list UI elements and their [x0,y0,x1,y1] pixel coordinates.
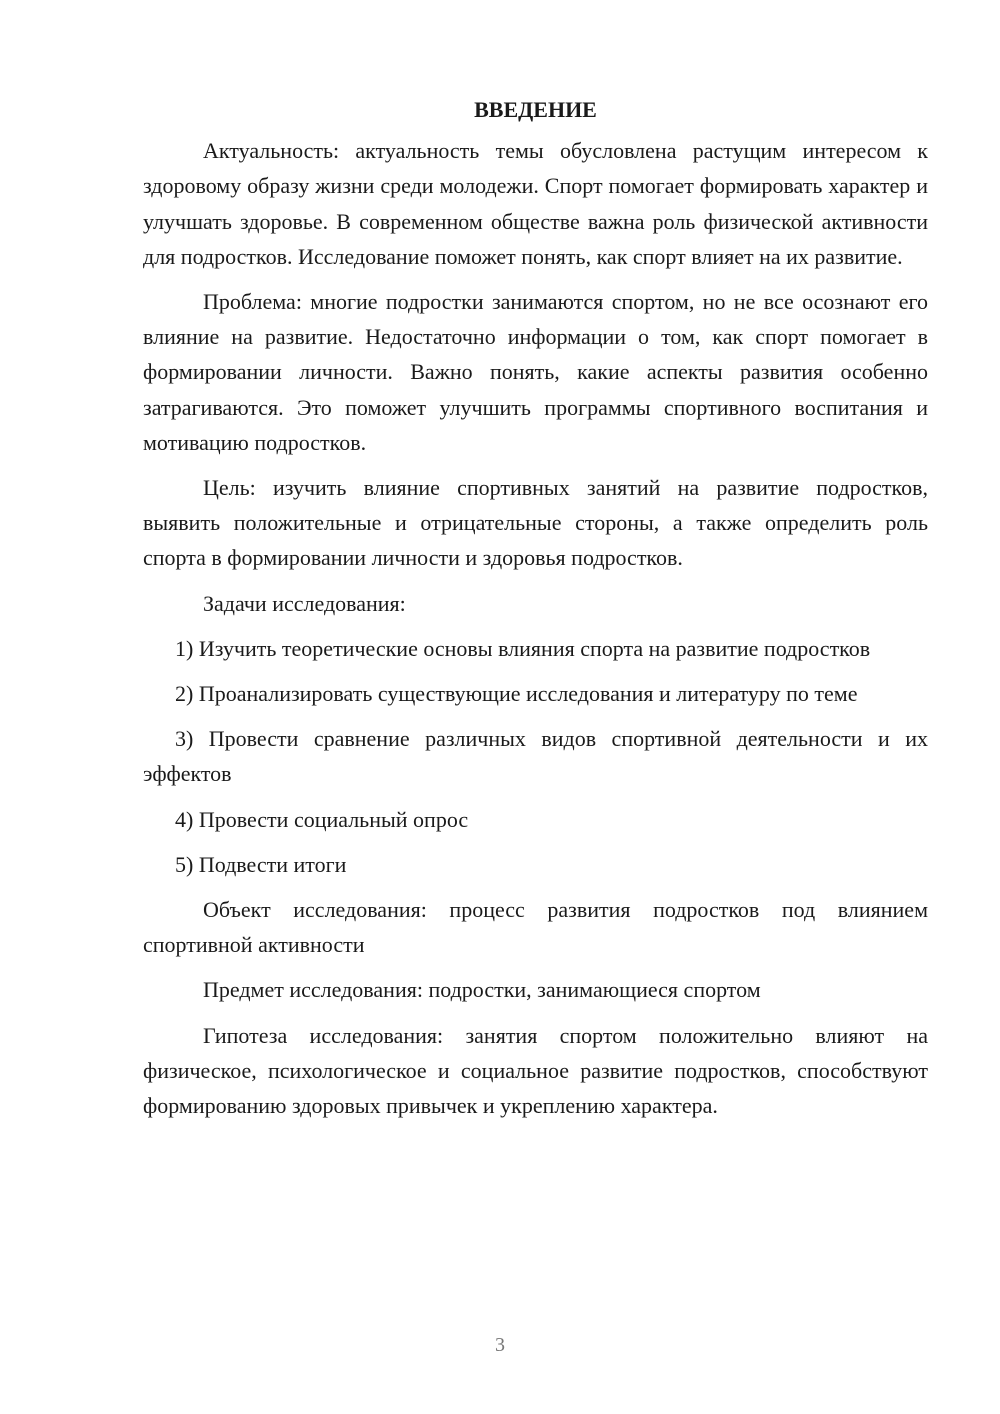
page-number: 3 [495,1334,505,1356]
relevance-paragraph: Актуальность: актуальность темы обусловлена растущим интересом к здоровому образу жизни среди молодежи. Спорт помогает формировать характер и улучшать здоровье. В современном обществе важна роль физической активности для подростков. Исследование поможет понять, как спорт влияет на их развитие. [143,138,928,269]
problem-paragraph: Проблема: многие подростки занимаются спортом, но не все осознают его влияние на развитие. Недостаточно информации о том, как спорт помогает в формировании личности. Важно понять, какие аспекты развития особенно затрагиваются. Это поможет улучшить программы спортивного воспитания и мотивацию подростков. [143,289,928,455]
page-title: ВВЕДЕНИЕ [474,97,597,122]
task-item-1: 1) Изучить теоретические основы влияния спорта на развитие подростков [175,635,871,661]
object-paragraph: Объект исследования: процесс развития подростков под влиянием спортивной активности [143,897,928,958]
hypothesis-paragraph: Гипотеза исследования: занятия спортом положительно влияют на физическое, психологическое и социальное развитие подростков, способствуют формированию здоровых привычек и укреплению характера. [143,1022,928,1119]
goal-paragraph: Цель: изучить влияние спортивных занятий на развитие подростков, выявить положительные и отрицательные стороны, а также определить роль спорта в формировании личности и здоровья подростков. [143,475,928,571]
task-item-2: 2) Проанализировать существующие исследования и литературу по теме [175,681,858,707]
document-page [143,92,928,1133]
task-item-5: 5) Подвести итоги [175,851,347,877]
subject-paragraph: Предмет исследования: подростки, занимающиеся спортом [203,977,761,1003]
task-item-3: 3) Провести сравнение различных видов спортивной деятельности и их эффектов [143,726,928,787]
tasks-heading: Задачи исследования: [203,590,406,616]
task-item-4: 4) Провести социальный опрос [175,806,469,832]
